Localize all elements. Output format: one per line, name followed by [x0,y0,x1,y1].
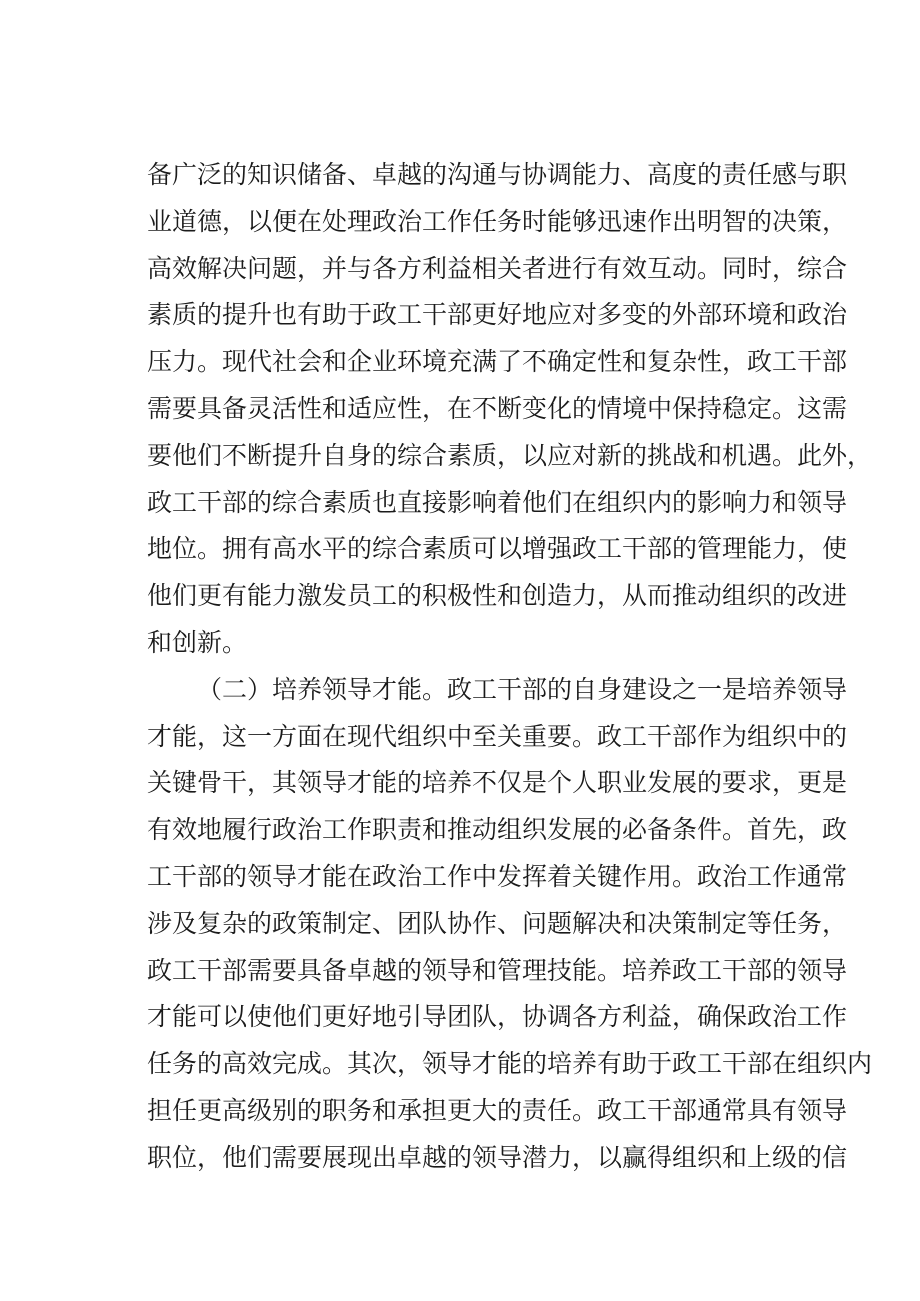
text-line: 任务的高效完成。其次，领导才能的培养有助于政工干部在组织内 [147,1049,873,1079]
body-text [147,152,873,1182]
text-line: 政工干部的综合素质也直接影响着他们在组织内的影响力和领导 [147,487,848,517]
paragraph-comprehensive-quality [147,152,873,667]
text-line: 高效解决问题，并与各方利益相关者进行有效互动。同时，综合 [147,253,848,283]
text-line: 业道德，以便在处理政治工作任务时能够迅速作出明智的决策， [147,206,848,236]
text-line: 素质的提升也有助于政工干部更好地应对多变的外部环境和政治 [147,300,848,330]
text-line: 有效地履行政治工作职责和推动组织发展的必备条件。首先，政 [147,815,848,845]
text-line: 政工干部需要具备卓越的领导和管理技能。培养政工干部的领导 [147,955,848,985]
text-line: 备广泛的知识储备、卓越的沟通与协调能力、高度的责任感与职 [147,160,848,189]
text-line: 才能可以使他们更好地引导团队，协调各方利益，确保政治工作 [147,1002,848,1032]
text-line: 他们更有能力激发员工的积极性和创造力，从而推动组织的改进 [147,581,848,611]
section-heading-line: （二）培养领导才能。政工干部的自身建设之一是培养领导 [197,674,848,704]
text-line: 压力。现代社会和企业环境充满了不确定性和复杂性，政工干部 [147,347,848,377]
text-line: 工干部的领导才能在政治工作中发挥着关键作用。政治工作通常 [147,861,848,891]
text-line: 地位。拥有高水平的综合素质可以增强政工干部的管理能力，使 [147,534,848,564]
paragraph-leadership [147,667,873,1182]
text-line: 关键骨干，其领导才能的培养不仅是个人职业发展的要求，更是 [147,768,848,798]
text-line: 担任更高级别的职务和承担更大的责任。政工干部通常具有领导 [147,1095,848,1125]
text-line: 需要具备灵活性和适应性，在不断变化的情境中保持稳定。这需 [147,393,848,423]
text-line: 才能，这一方面在现代组织中至关重要。政工干部作为组织中的 [147,721,848,751]
text-line: 和创新。 [147,627,248,657]
text-line: 要他们不断提升自身的综合素质，以应对新的挑战和机遇。此外， [147,440,873,470]
text-line: 涉及复杂的政策制定、团队协作、问题解决和决策制定等任务， [147,908,848,938]
text-line: 职位，他们需要展现出卓越的领导潜力，以赢得组织和上级的信 [147,1142,848,1172]
